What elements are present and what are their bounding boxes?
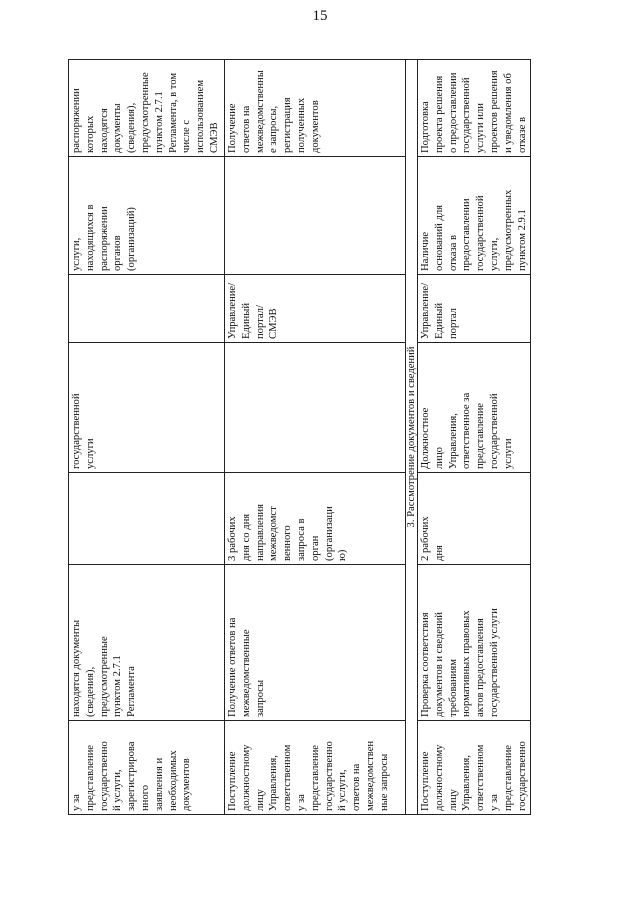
table-row xyxy=(69,60,225,815)
table-cell: Подготовка проекта решения о предоставлении государственной услуги или проектов решения и уведомления об отказе в xyxy=(418,60,531,157)
section-header: 3. Рассмотрение документов и сведений xyxy=(406,60,418,815)
table-cell: Управление/ Единый портал xyxy=(418,275,531,343)
table-cell: Проверка соответствия документов и сведений требованиям нормативных правовых актов предоставления государственной услуги xyxy=(418,565,531,721)
table-cell xyxy=(69,275,225,343)
table-cell: 2 рабочих дня xyxy=(418,473,531,565)
table-cell: услуги, находящихся в распоряжении органов (организаций) xyxy=(69,157,225,275)
table-cell: Получение ответов на межведомственны е запросы, регистрация полученных документов xyxy=(225,60,406,157)
table-cell: Должностное лицо Управления, ответственное за представление государственной услуги xyxy=(418,343,531,473)
procedure-table xyxy=(68,59,531,815)
table-cell xyxy=(225,157,406,275)
table-cell: Управление/ Единый портал/ СМЭВ xyxy=(225,275,406,343)
table-row xyxy=(418,60,531,815)
table-cell: Наличие оснований для отказа в предоставлении государственной услуги, предусмотренных пунктом 2.9.1 xyxy=(418,157,531,275)
table-cell: у за представление государственно й услуги, зарегистрирова нного заявления и необходимых документов xyxy=(69,721,225,815)
table-cell xyxy=(69,473,225,565)
table-cell: Поступление должностному лицу Управления, ответственном у за представление государственно xyxy=(418,721,531,815)
table-row xyxy=(225,60,406,815)
table-cell: 3 рабочих дня со дня направления межведомст венного запроса в орган (организаци ю) xyxy=(225,473,406,565)
page-number: 15 xyxy=(312,8,328,24)
table-cell: находятся документы (сведения), предусмотренные пунктом 2.7.1 Регламента xyxy=(69,565,225,721)
section-header-row xyxy=(406,60,418,815)
table-cell: Поступление должностному лицу Управления, ответственном у за представление государственно й услуги, ответов на межведомствен ные запросы xyxy=(225,721,406,815)
table-cell xyxy=(225,343,406,473)
rotated-table-container xyxy=(68,60,553,815)
table-cell: распоряжении которых находятся документы (сведения), предусмотренные пунктом 2.7.1 Регламента, в том числе с использованием СМЭВ xyxy=(69,60,225,157)
table-cell: Получение ответов на межведомственные запросы xyxy=(225,565,406,721)
table-cell: государственной услуги xyxy=(69,343,225,473)
